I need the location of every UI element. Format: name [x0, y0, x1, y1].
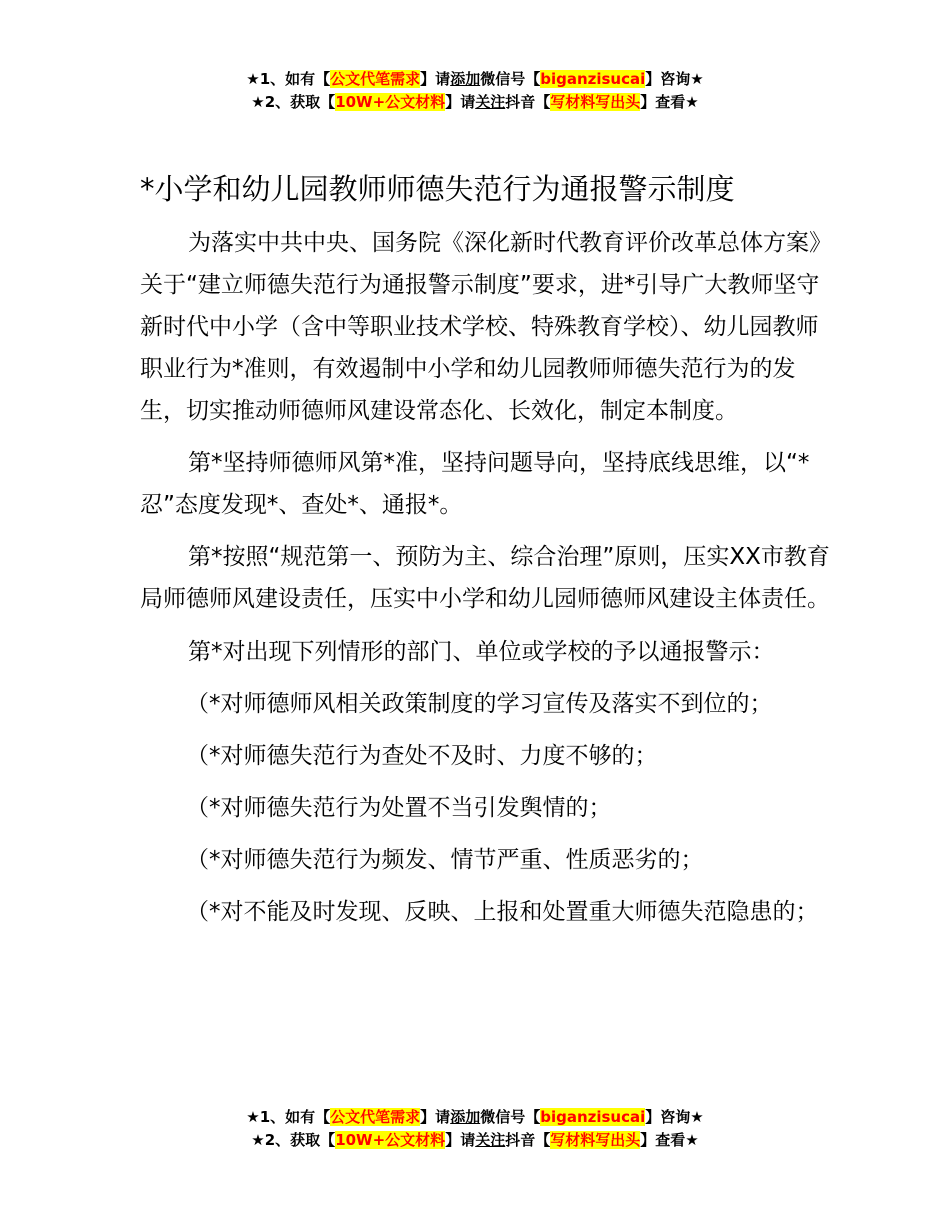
- promo-highlight: 写材料写出头: [550, 1131, 641, 1149]
- promo-text: 】查看★: [640, 1131, 699, 1149]
- article-paragraph-2: 第*按照“规范第一、预防为主、综合治理”原则，压实XX市教育局师德师风建设责任，压实中小学和幼儿园师德师风建设主体责任。: [140, 544, 830, 612]
- promo-text: 抖音【: [505, 93, 551, 111]
- list-item: （*对不能及时发现、反映、上报和处置重大师德失范隐患的；: [186, 899, 819, 925]
- promo-text: 】咨询★: [645, 1108, 704, 1126]
- promo-text: 抖音【: [505, 1131, 551, 1149]
- list-item: （*对师德失范行为频发、情节严重、性质恶劣的；: [186, 847, 704, 873]
- promo-line-2: [0, 91, 950, 114]
- promo-highlight: 10W+公文材料: [335, 93, 446, 111]
- footer-promo-banner: [0, 1106, 950, 1152]
- promo-text: ★1、如有【: [246, 70, 331, 88]
- promo-underlined-text: 关注: [475, 93, 506, 111]
- promo-underlined-text: 关注: [475, 1131, 506, 1149]
- promo-text: ★2、获取【: [251, 93, 336, 111]
- list-item: （*对师德失范行为处置不当引发舆情的；: [186, 795, 612, 821]
- intro-paragraph: 为落实中共中央、国务院《深化新时代教育评价改革总体方案》关于“建立师德失范行为通报警示制度”要求，进*引导广大教师坚守新时代中小学（含中等职业技术学校、特殊教育学校）、幼儿园教师职业行为*准则，有效遏制中小学和幼儿园教师师德失范行为的发生，切实推动师德师风建设常态化、长效化，制定本制度。: [140, 230, 821, 424]
- promo-highlight: biganzisucai: [540, 1108, 646, 1126]
- promo-text: 】请: [445, 93, 476, 111]
- promo-text: 微信号【: [480, 1108, 541, 1126]
- header-promo-banner: [0, 68, 950, 114]
- promo-line-1: [0, 1106, 950, 1129]
- promo-highlight: 10W+公文材料: [335, 1131, 446, 1149]
- article-paragraph-3: 第*对出现下列情形的部门、单位或学校的予以通报警示：: [188, 639, 775, 665]
- promo-text: 】咨询★: [645, 70, 704, 88]
- promo-text: ★2、获取【: [251, 1131, 336, 1149]
- promo-underlined-text: 添加: [450, 70, 481, 88]
- promo-highlight: 公文代笔需求: [330, 70, 421, 88]
- promo-line-2: [0, 1129, 950, 1152]
- promo-highlight: 公文代笔需求: [330, 1108, 421, 1126]
- promo-highlight: biganzisucai: [540, 70, 646, 88]
- list-item: （*对师德师风相关政策制度的学习宣传及落实不到位的；: [186, 691, 773, 717]
- promo-text: 】查看★: [640, 93, 699, 111]
- promo-text: 微信号【: [480, 70, 541, 88]
- promo-text: 】请: [445, 1131, 476, 1149]
- document-body: [140, 168, 830, 933]
- article-paragraph-1: 第*坚持师德师风第*准，坚持问题导向，坚持底线思维，以“*忍”态度发现*、查处*、通报*。: [140, 450, 810, 518]
- promo-text: 】请: [420, 1108, 451, 1126]
- promo-text: ★1、如有【: [246, 1108, 331, 1126]
- promo-highlight: 写材料写出头: [550, 93, 641, 111]
- promo-underlined-text: 添加: [450, 1108, 481, 1126]
- document-title: *小学和幼儿园教师师德失范行为通报警示制度: [140, 172, 735, 206]
- promo-line-1: [0, 68, 950, 91]
- promo-text: 】请: [420, 70, 451, 88]
- list-item: （*对师德失范行为查处不及时、力度不够的；: [186, 743, 658, 769]
